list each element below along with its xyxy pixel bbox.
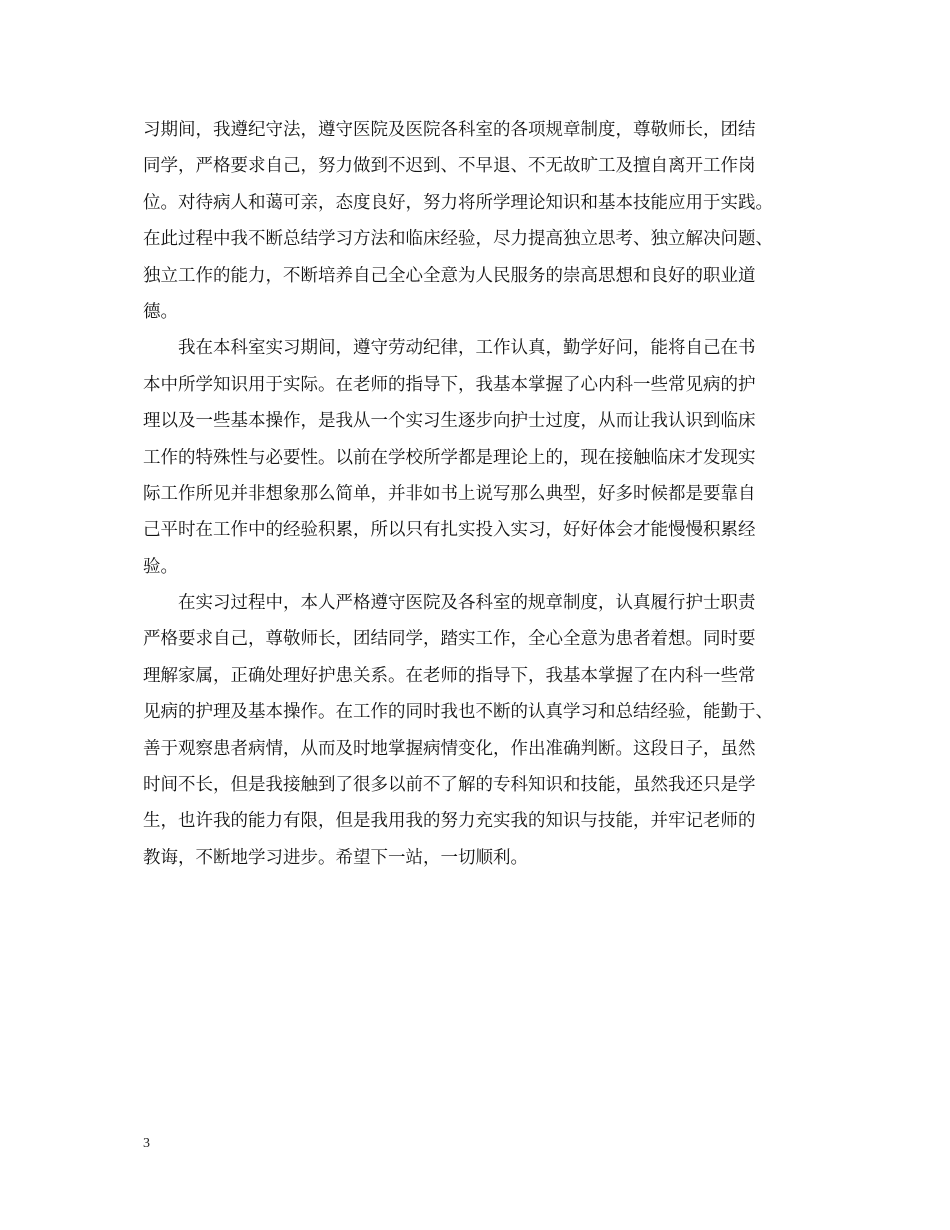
text-line: 我在本科室实习期间，遵守劳动纪律，工作认真，勤学好问，能将自己在书 (143, 338, 756, 359)
text-line: 教诲，不断地学习进步。希望下一站，一切顺利。 (143, 847, 528, 868)
text-line: 理解家属，正确处理好护患关系。在老师的指导下，我基本掌握了在内科一些常 (143, 665, 756, 686)
paragraph-2 (143, 330, 823, 585)
text-line: 在实习过程中，本人严格遵守医院及各科室的规章制度，认真履行护士职责 (143, 593, 756, 614)
text-line: 时间不长，但是我接触到了很多以前不了解的专科知识和技能，虽然我还只是学 (143, 775, 756, 796)
page-number: 3 (143, 1136, 150, 1151)
text-line: 际工作所见并非想象那么简单，并非如书上说写那么典型，好多时候都是要靠自 (143, 483, 756, 504)
text-line: 本中所学知识用于实际。在老师的指导下，我基本掌握了心内科一些常见病的护 (143, 374, 756, 395)
text-line: 独立工作的能力，不断培养自己全心全意为人民服务的崇高思想和良好的职业道 (143, 265, 756, 286)
text-line: 工作的特殊性与必要性。以前在学校所学都是理论上的，现在接触临床才发现实 (143, 447, 756, 468)
text-line: 习期间，我遵纪守法，遵守医院及医院各科室的各项规章制度，尊敬师长，团结 (143, 120, 756, 140)
text-line: 同学，严格要求自己，努力做到不迟到、不早退、不无故旷工及擅自离开工作岗 (143, 156, 756, 177)
text-line: 生，也许我的能力有限，但是我用我的努力充实我的知识与技能，并牢记老师的 (143, 811, 756, 832)
text-line: 己平时在工作中的经验积累，所以只有扎实投入实习，好好体会才能慢慢积累经 (143, 520, 756, 541)
paragraph-1 (143, 112, 823, 330)
text-line: 德。 (143, 301, 178, 322)
body-text (143, 112, 823, 876)
text-line: 严格要求自己，尊敬师长，团结同学，踏实工作，全心全意为患者着想。同时要 (143, 629, 756, 650)
text-line: 理以及一些基本操作，是我从一个实习生逐步向护士过度，从而让我认识到临床 (143, 411, 756, 432)
text-line: 验。 (143, 556, 178, 577)
text-line: 善于观察患者病情，从而及时地掌握病情变化，作出准确判断。这段日子，虽然 (143, 738, 756, 759)
text-line: 见病的护理及基本操作。在工作的同时我也不断的认真学习和总结经验，能勤于、 (143, 702, 773, 723)
paragraph-3 (143, 585, 823, 876)
text-line: 位。对待病人和蔼可亲，态度良好，努力将所学理论知识和基本技能应用于实践。 (143, 192, 773, 213)
text-line: 在此过程中我不断总结学习方法和临床经验，尽力提高独立思考、独立解决问题、 (143, 229, 773, 250)
